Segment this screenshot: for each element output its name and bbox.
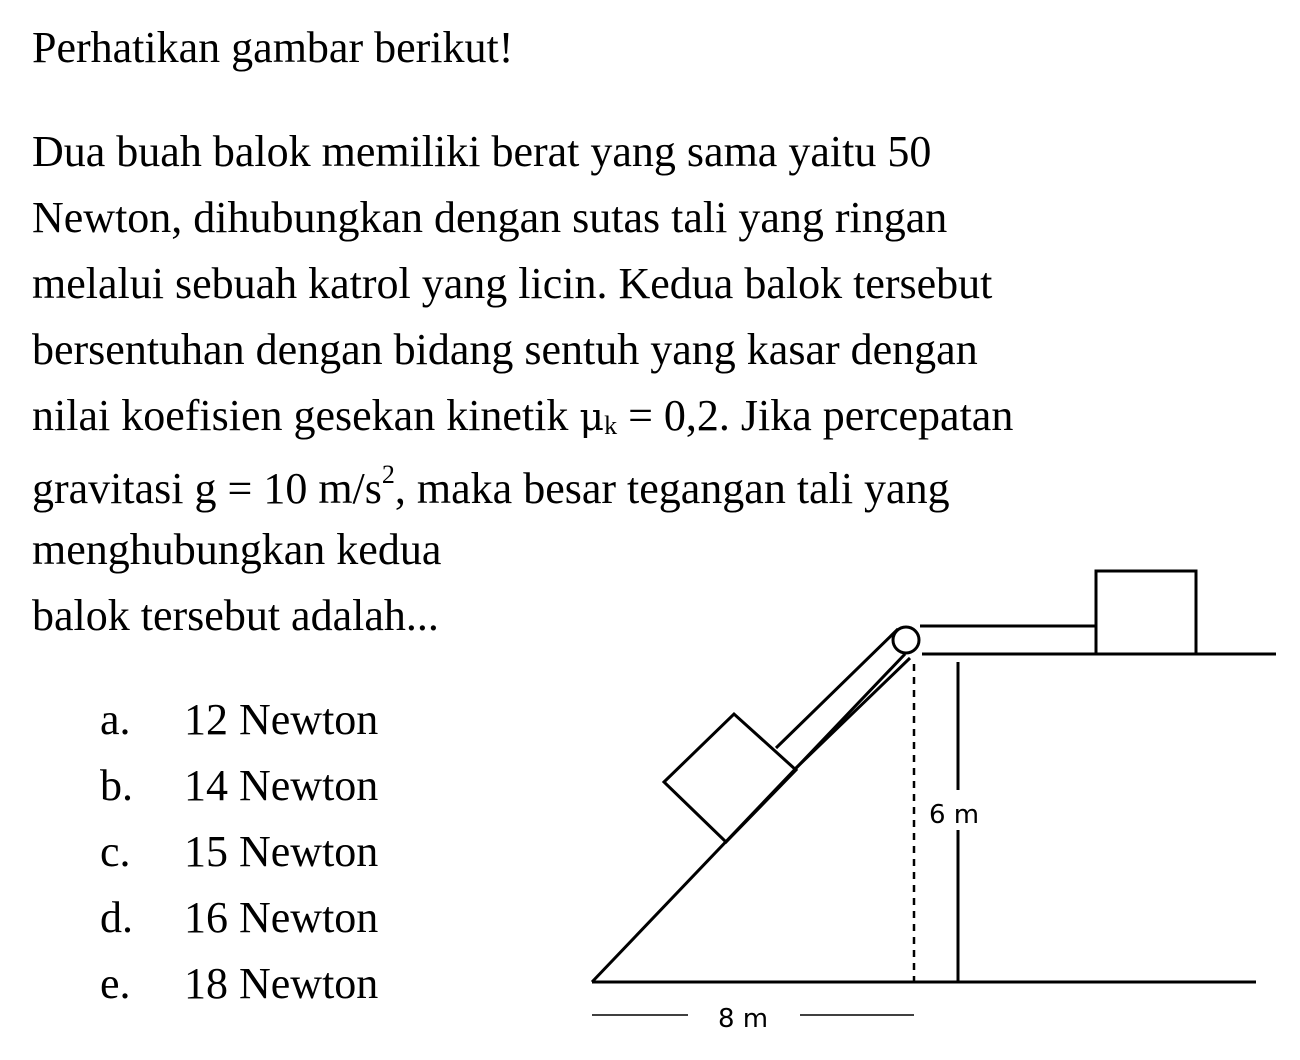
question-line-1: Dua buah balok memiliki berat yang sama yaitu 50: [32, 127, 932, 176]
mu-symbol: μ: [579, 395, 605, 439]
height-label: 6 m: [929, 800, 980, 830]
question-line-8: balok tersebut adalah...: [32, 591, 439, 640]
option-e-letter: e.: [100, 959, 131, 1008]
option-a-letter: a.: [100, 695, 131, 744]
pulley-icon: [893, 627, 919, 653]
option-b-letter: b.: [100, 761, 133, 810]
option-e-text: 18 Newton: [184, 959, 379, 1008]
question-line-5-pre: nilai koefisien gesekan kinetik: [32, 391, 580, 440]
option-d-letter: d.: [100, 893, 133, 942]
option-c-letter: c.: [100, 827, 131, 876]
question-line-7: menghubungkan kedua: [32, 525, 442, 574]
question-line-6-post: , maka besar tegangan tali yang: [394, 464, 950, 513]
option-a-text: 12 Newton: [184, 695, 379, 744]
exponent: 2: [381, 460, 395, 489]
option-c-text: 15 Newton: [184, 827, 379, 876]
question-line-4: bersentuhan dengan bidang sentuh yang kasar dengan: [32, 325, 978, 374]
question-line-6-pre: gravitasi g = 10 m/s: [32, 464, 382, 513]
base-label: 8 m: [718, 1004, 769, 1034]
question-line-3: melalui sebuah katrol yang licin. Kedua balok tersebut: [32, 259, 993, 308]
incline-block: [664, 714, 796, 842]
question-line-5-post: = 0,2. Jika percepatan: [617, 391, 1014, 440]
option-d-text: 16 Newton: [184, 893, 379, 942]
question-line-2: Newton, dihubungkan dengan sutas tali yang ringan: [32, 193, 948, 242]
top-block: [1096, 571, 1196, 654]
option-b-text: 14 Newton: [184, 761, 379, 810]
intro-text: Perhatikan gambar berikut!: [32, 23, 514, 72]
mu-subscript: k: [604, 411, 618, 440]
